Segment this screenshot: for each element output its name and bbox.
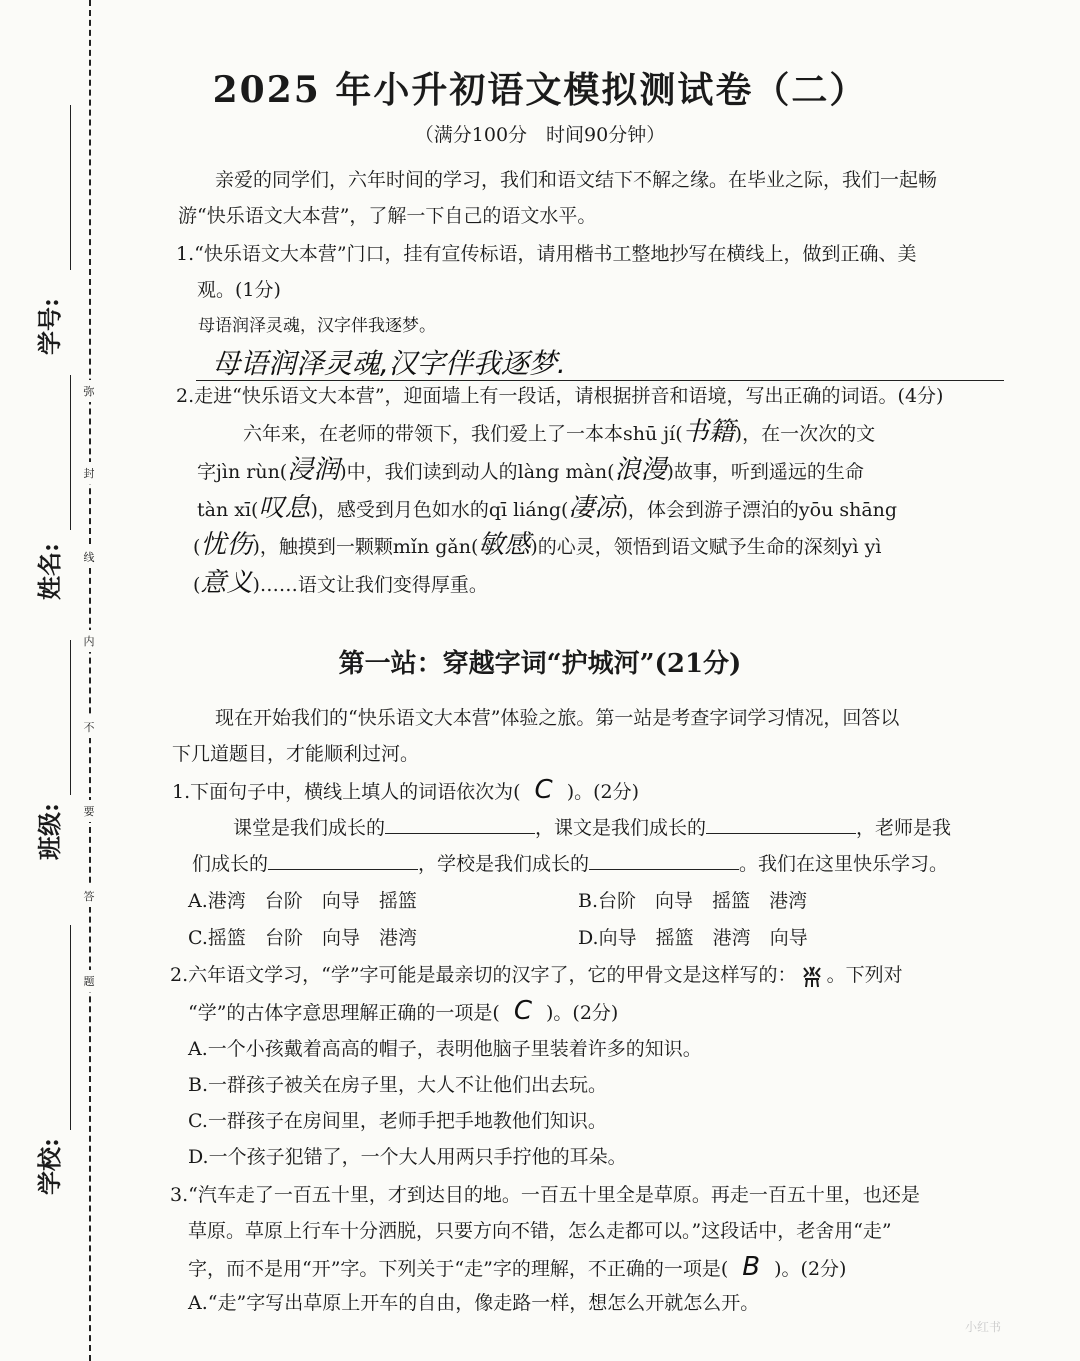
handwritten-answer[interactable]: 书籍 xyxy=(682,417,735,447)
blank-field[interactable] xyxy=(706,815,856,834)
blank-field[interactable] xyxy=(385,815,535,834)
handwritten-answer[interactable]: 母语润泽灵魂,汉字伴我逐梦. xyxy=(212,347,566,380)
option-b[interactable]: B.台阶 向导 摇篮 港湾 xyxy=(578,890,808,912)
watermark: 小红书 xyxy=(965,1320,1002,1334)
handwritten-answer[interactable]: 敏感 xyxy=(478,530,531,560)
page-title: 2025 年小升初语文模拟测试卷（二） xyxy=(212,69,868,111)
option-d[interactable]: D.向导 摇篮 港湾 向导 xyxy=(578,927,808,949)
passage-line: 六年来，在老师的带领下，我们爱上了一本本shū jí(书籍)，在一次次的文 xyxy=(243,417,876,447)
handwritten-answer[interactable]: 浸润 xyxy=(287,455,340,485)
seal-word: 弥 xyxy=(82,380,96,402)
handwritten-answer[interactable]: 意义 xyxy=(200,568,253,598)
page-subtitle: （满分100分 时间90分钟） xyxy=(414,124,666,146)
handwritten-answer[interactable]: 忧伤 xyxy=(200,530,253,560)
slogan-text: 母语润泽灵魂，汉字伴我逐梦。 xyxy=(198,316,436,336)
section-intro: 下几道题目，才能顺利过河。 xyxy=(172,743,420,765)
seal-word: 答 xyxy=(82,885,96,907)
class-label: 班级: xyxy=(35,803,64,860)
blank-field[interactable] xyxy=(268,851,418,870)
seal-word: 封 xyxy=(82,462,96,484)
name-label: 姓名: xyxy=(35,543,64,600)
option-c[interactable]: C.摇篮 台阶 向导 港湾 xyxy=(188,927,418,949)
option-d[interactable]: D.一个孩子犯错了，一个大人用两只手拧他的耳朵。 xyxy=(188,1146,627,1168)
handwritten-answer[interactable]: 浪漫 xyxy=(614,455,667,485)
option-a[interactable]: A.港湾 台阶 向导 摇篮 xyxy=(188,890,417,912)
seal-word: 线 xyxy=(82,546,96,568)
question-text: 观。(1分) xyxy=(197,279,281,301)
option-c[interactable]: C.一群孩子在房间里，老师手把手地教他们知识。 xyxy=(188,1110,607,1132)
question-text: 草原。草原上行车十分洒脱，只要方向不错，怎么走都可以。”这段话中，老舍用“走” xyxy=(188,1220,892,1242)
question-text: 2.走进“快乐语文大本营”，迎面墙上有一段话，请根据拼音和语境，写出正确的词语。(4分) xyxy=(176,385,944,407)
seal-word: 要 xyxy=(82,800,96,822)
seal-word: 内 xyxy=(82,630,96,652)
question-text: 1.“快乐语文大本营”门口，挂有宣传标语，请用楷书工整地抄写在横线上，做到正确、美 xyxy=(176,243,917,265)
question-text: 2.六年语文学习，“学”字可能是最亲切的汉字了，它的甲骨文是这样写的： 。下列对 xyxy=(170,964,903,986)
binding-dashed-line xyxy=(89,0,91,1361)
fill-in-sentence: 课堂是我们成长的 ，课文是我们成长的 ，老师是我 xyxy=(233,817,952,839)
section-title: 第一站：穿越字词“护城河”(21分) xyxy=(338,649,742,679)
option-a[interactable]: A.“走”字写出草原上开车的自由，像走路一样，想怎么开就怎么开。 xyxy=(188,1292,760,1314)
handwritten-answer[interactable]: 凄凉 xyxy=(568,493,621,523)
handwritten-answer[interactable]: C xyxy=(513,996,532,1026)
passage-line: 字jìn rùn(浸润)中，我们读到动人的làng màn(浪漫)故事，听到遥远的生命 xyxy=(197,455,864,485)
section-intro: 现在开始我们的“快乐语文大本营”体验之旅。第一站是考查字词学习情况，回答以 xyxy=(215,707,900,729)
passage-line: tàn xī(叹息)，感受到月色如水的qī liáng(凄凉)，体会到游子漂泊的yōu shāng xyxy=(197,493,898,523)
question-text: 1.下面句子中，横线上填人的词语依次为( C )。(2分) xyxy=(172,775,640,805)
school-label: 学校: xyxy=(35,1138,64,1195)
question-text: “学”的古体字意思理解正确的一项是( C )。(2分) xyxy=(188,996,619,1026)
student-id-label: 学号: xyxy=(35,298,64,355)
oracle-bone-character-icon xyxy=(801,964,823,988)
handwritten-answer[interactable]: B xyxy=(742,1252,761,1282)
seal-word: 不 xyxy=(82,716,96,738)
handwritten-answer[interactable]: C xyxy=(534,775,553,805)
passage-line: (意义)……语文让我们变得厚重。 xyxy=(193,568,488,598)
intro-line: 游“快乐语文大本营”，了解一下自己的语文水平。 xyxy=(178,205,597,227)
option-a[interactable]: A.一个小孩戴着高高的帽子，表明他脑子里装着许多的知识。 xyxy=(188,1038,702,1060)
handwritten-answer[interactable]: 叹息 xyxy=(258,493,311,523)
blank-field[interactable] xyxy=(589,851,739,870)
school-line[interactable] xyxy=(70,925,71,1130)
option-b[interactable]: B.一群孩子被关在房子里，大人不让他们出去玩。 xyxy=(188,1074,608,1096)
name-line[interactable] xyxy=(70,375,71,530)
passage-line: (忧伤)，触摸到一颗颗mǐn gǎn(敏感)的心灵，领悟到语文赋予生命的深刻yì yì xyxy=(193,530,882,560)
intro-line: 亲爱的同学们，六年时间的学习，我们和语文结下不解之缘。在毕业之际，我们一起畅 xyxy=(215,169,938,191)
seal-word: 题 xyxy=(82,970,96,992)
question-text: 字，而不是用“开”字。下列关于“走”字的理解，不正确的一项是( B )。(2分) xyxy=(188,1252,847,1282)
question-text: 3.“汽车走了一百五十里，才到达目的地。一百五十里全是草原。再走一百五十里，也还是 xyxy=(170,1184,920,1206)
fill-in-sentence: 们成长的 ，学校是我们成长的 。我们在这里快乐学习。 xyxy=(192,853,949,875)
